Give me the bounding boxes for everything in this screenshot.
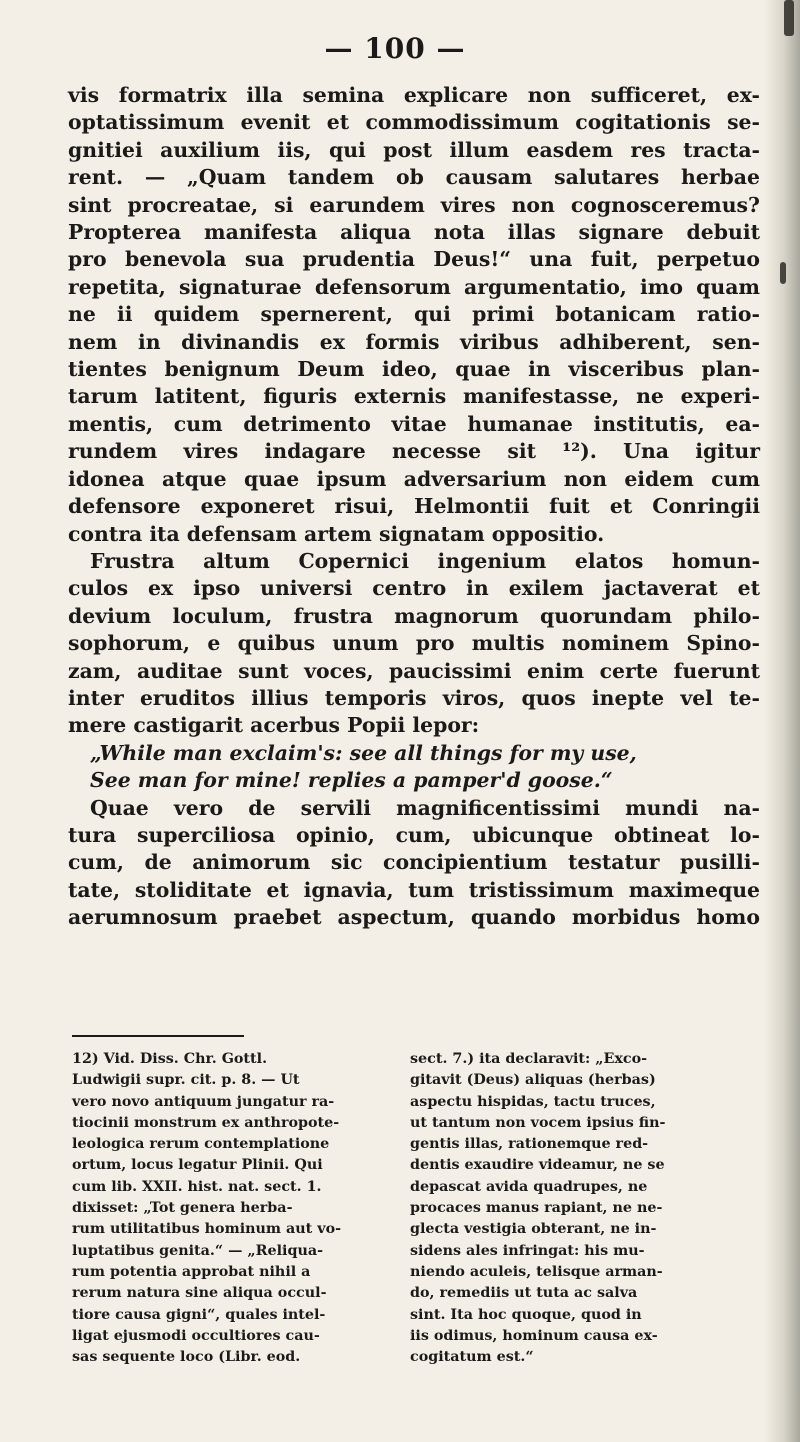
footnote-line: rum utilitatibus hominum aut vo- [72,1221,342,1238]
footnote-line: tiore causa gigni“, quales intel- [72,1306,326,1323]
text-line: defensore exponeret risui, Helmontii fuit et Conringii [68,494,760,519]
footnote-line: vero novo antiquum jungatur ra- [72,1093,335,1110]
text-line: zam, auditae sunt voces, paucissimi enim certe fuerunt [68,658,760,683]
footnote-line: 12) Vid. Diss. Chr. Gottl. [72,1051,268,1067]
main-text [68,82,760,932]
text-line: tate, stoliditate et ignavia, tum tristissimum maximeque [68,877,760,902]
text-line: contra ita defensam artem signatam oppositio. [68,521,605,546]
footnote-line: aspectu hispidas, tactu truces, [410,1093,656,1110]
footnote-line: ortum, locus legatur Plinii. Qui [72,1157,323,1174]
footnote-line: tiocinii monstrum ex anthropote- [72,1114,340,1131]
text-line: inter eruditos illius temporis viros, quos inepte vel te- [68,685,760,710]
footnote-line: ligat ejusmodi occultiores cau- [72,1327,320,1344]
footnote-line: cogitatum est.“ [410,1349,534,1366]
text-line: tura superciliosa opinio, cum, ubicunque obtineat lo- [68,822,760,847]
footnote-line: Ludwigii supr. cit. p. 8. — Ut [72,1072,300,1089]
poem-line: See man for mine! replies a pamper'd goose.“ [90,768,613,793]
footnote-line: niendo aculeis, telisque arman- [410,1263,663,1280]
footnote-line: sidens ales infringat: his mu- [410,1242,645,1259]
page-number: — 100 — [324,32,466,65]
text-line: sophorum, e quibus unum pro multis nominem Spino- [68,631,760,656]
footnote-line: cum lib. XXII. hist. nat. sect. 1. [72,1178,322,1195]
footnote-line: do, remediis ut tuta ac salva [410,1285,638,1302]
page-edge-shadow [764,0,800,1442]
text-line: tarum latitent, figuris externis manifestasse, ne experi- [68,384,760,409]
text-line: idonea atque quae ipsum adversarium non eidem cum [68,466,760,491]
footnote-line: gentis illas, rationemque red- [410,1136,649,1153]
footnote-right-column [410,1049,740,1368]
footnote-left-column [72,1049,388,1368]
text-line: Quae vero de servili magnificentissimi mundi na- [90,795,760,820]
text-line: repetita, signaturae defensorum argumentatio, imo quam [68,274,760,299]
text-line: optatissimum evenit et commodissimum cogitationis se- [68,110,760,135]
text-line: Propterea manifesta aliqua nota illas signare debuit [68,220,760,245]
footnote-line: rerum natura sine aliqua occul- [72,1285,327,1302]
footnote-divider [72,1035,244,1037]
poem-line: „While man exclaim's: see all things for my use, [90,740,637,765]
text-line: vis formatrix illa semina explicare non sufficeret, ex- [68,83,760,107]
text-line: mere castigarit acerbus Popii lepor: [68,713,480,738]
footnote-line: dixisset: „Tot genera herba- [72,1200,293,1217]
footnote-line: luptatibus genita.“ — „Reliqua- [72,1242,324,1259]
footnote-line: gitavit (Deus) aliquas (herbas) [410,1072,656,1089]
footnote-line: sas sequente loco (Libr. eod. [72,1349,301,1366]
text-line: tientes benignum Deum ideo, quae in visceribus plan- [68,357,760,382]
binding-mark [784,0,794,36]
binding-mark [780,262,786,284]
footnote-line: iis odimus, hominum causa ex- [410,1327,658,1344]
text-line: mentis, cum detrimento vitae humanae institutis, ea- [68,411,760,436]
text-line: ne ii quidem spernerent, qui primi botanicam ratio- [68,302,760,327]
footnote-line: rum potentia approbat nihil a [72,1263,311,1280]
text-line: culos ex ipso universi centro in exilem jactaverat et [68,576,760,601]
text-line: rent. — „Quam tandem ob causam salutares herbae [68,165,760,190]
footnote-line: dentis exaudire videamur, ne se [410,1157,665,1174]
text-line: Frustra altum Copernici ingenium elatos homun- [90,548,760,573]
text-line: pro benevola sua prudentia Deus!“ una fuit, perpetuo [68,247,760,272]
footnote-line: leologica rerum contemplatione [72,1136,330,1153]
footnote-line: ut tantum non vocem ipsius fin- [410,1114,666,1131]
text-line: nem in divinandis ex formis viribus adhiberent, sen- [68,329,760,354]
text-line: cum, de animorum sic concipientium testatur pusilli- [68,850,760,875]
footnote-line: sint. Ita hoc quoque, quod in [410,1306,642,1323]
footnote-line: procaces manus rapiant, ne ne- [410,1200,663,1217]
text-line: devium loculum, frustra magnorum quorundam philo- [68,603,760,628]
text-line: rundem vires indagare necesse sit ¹²). Una igitur [68,439,760,464]
text-line: aerumnosum praebet aspectum, quando morbidus homo [68,905,760,930]
text-line: gnitiei auxilium iis, qui post illum easdem res tracta- [68,137,760,162]
text-line: sint procreatae, si earundem vires non cognosceremus? [68,192,760,217]
footnote-line: depascat avida quadrupes, ne [410,1178,648,1195]
footnote-line: glecta vestigia obterant, ne in- [410,1221,657,1238]
footnote-line: sect. 7.) ita declaravit: „Exco- [410,1051,648,1067]
